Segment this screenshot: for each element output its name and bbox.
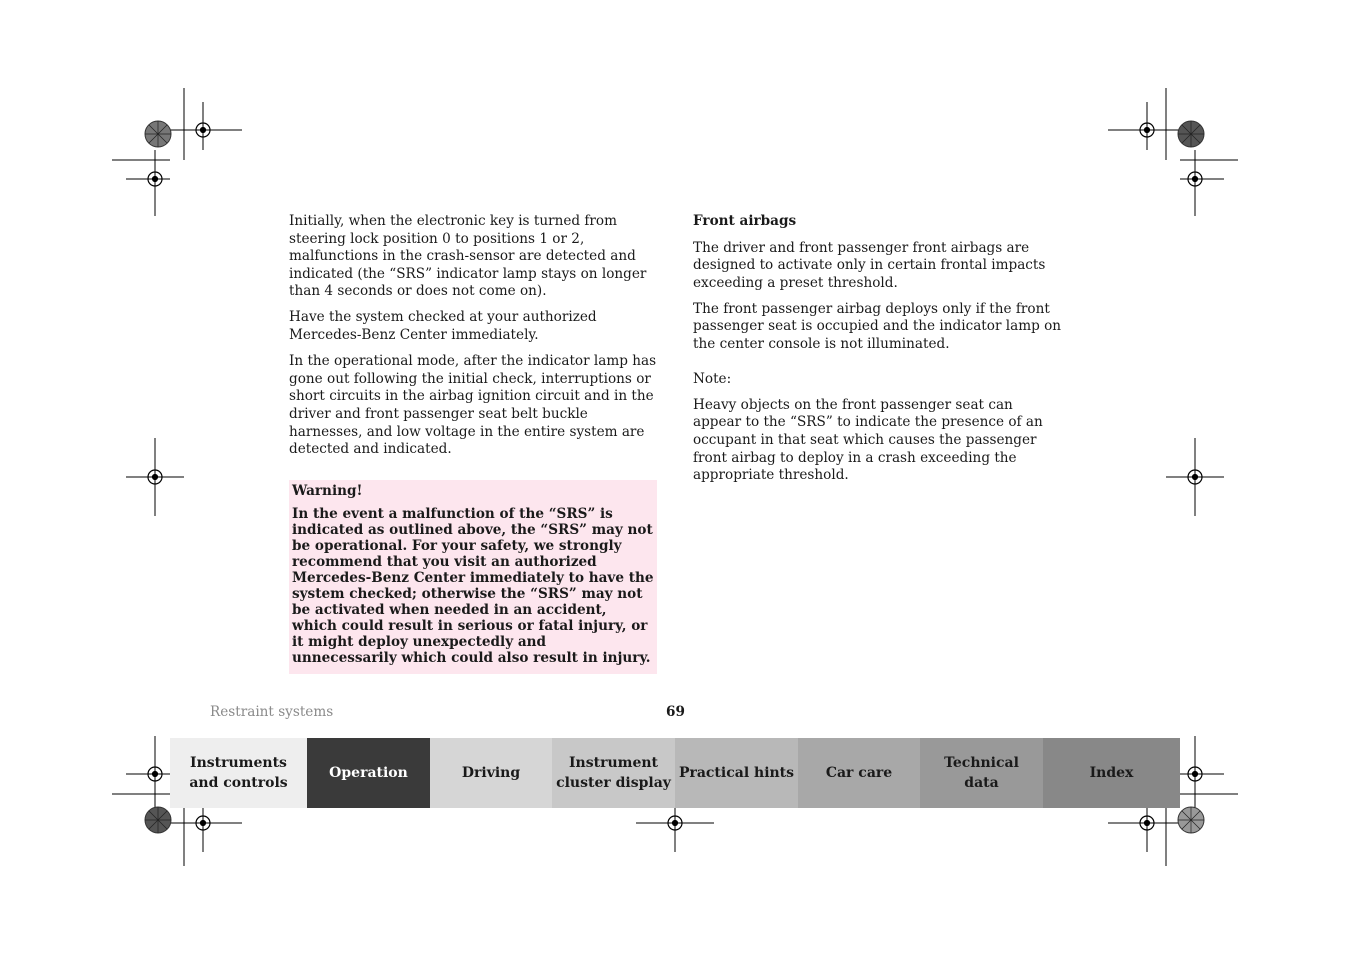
paragraph-passenger-airbag: The front passenger airbag deploys only if the front passenger seat is occupied and the indicator lamp on the center console is not illuminated. <box>693 300 1062 353</box>
tab-operation[interactable]: Operation <box>307 738 430 808</box>
warning-box <box>289 480 657 674</box>
paragraph-operational-mode: In the operational mode, after the indicator lamp has gone out following the initial check, interruptions or short circuits in the airbag ignition circuit and in the driver and front passenger seat belt buckle harnesses, and low voltage in the entire system are detected and indicated. <box>289 353 657 458</box>
warning-body: In the event a malfunction of the “SRS” is indicated as outlined above, the “SRS” may not be operational. For your safety, we strongly recommend that you visit an authorized Mercedes-Benz Center immediately to have the system checked; otherwise the “SRS” may not be activated when needed in an accident, which could result in serious or fatal injury, or it might deploy unexpectedly and unnecessarily which could also result in injury. <box>292 506 654 666</box>
note-label: Note: <box>693 370 732 387</box>
tab-practical-hints[interactable]: Practical hints <box>675 738 798 808</box>
right-column <box>693 213 1065 493</box>
tab-index[interactable]: Index <box>1043 738 1180 808</box>
paragraph-key-check: Initially, when the electronic key is turned from steering lock position 0 to positions 1 or 2, malfunctions in the crash-sensor are detected and indicated (the “SRS” indicator lamp stays on longer than 4 seconds or does not come on). <box>289 213 647 300</box>
note-text: Heavy objects on the front passenger seat can appear to the “SRS” to indicate the presence of an occupant in that seat which causes the passenger front airbag to deploy in a crash exceeding the appropriate threshold. <box>693 396 1043 484</box>
left-column <box>289 213 657 467</box>
tab-technical-data[interactable]: Technical data <box>920 738 1043 808</box>
paragraph-service-advice: Have the system checked at your authorized Mercedes-Benz Center immediately. <box>289 309 597 344</box>
tab-driving[interactable]: Driving <box>430 738 552 808</box>
footer-section-title: Restraint systems <box>210 704 334 720</box>
paragraph-airbag-activation: The driver and front passenger front airbags are designed to activate only in certain frontal impacts exceeding a preset threshold. <box>693 239 1046 291</box>
warning-title: Warning! <box>292 483 363 499</box>
tab-instruments-and-controls[interactable]: Instruments and controls <box>170 738 307 808</box>
tab-instrument-cluster-display[interactable]: Instrument cluster display <box>552 738 675 808</box>
page-number: 69 <box>666 704 685 720</box>
tab-car-care[interactable]: Car care <box>798 738 920 808</box>
chapter-nav-bar <box>170 738 1180 808</box>
front-airbags-heading: Front airbags <box>693 213 797 229</box>
